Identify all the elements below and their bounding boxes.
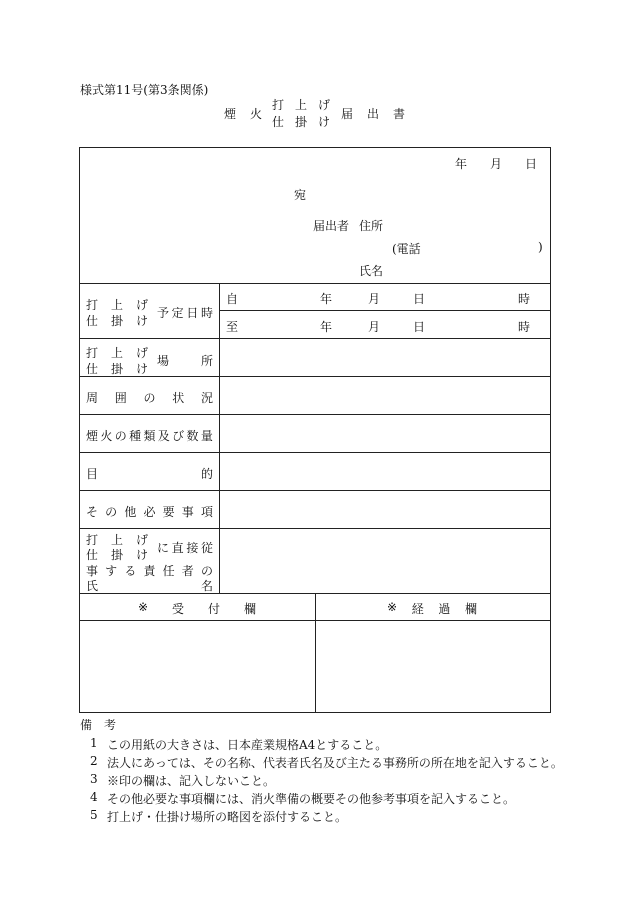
label-char: げ — [135, 346, 148, 360]
label-char: 掛 — [110, 548, 123, 562]
label-char: 及 — [157, 429, 170, 443]
month-label: 月 — [490, 157, 503, 171]
label-char: の — [200, 564, 213, 578]
header-char: 欄 — [243, 602, 256, 616]
label-char: の — [143, 391, 156, 405]
label-char: け — [135, 362, 148, 376]
label-char: け — [135, 314, 148, 328]
month-unit: 月 — [368, 320, 381, 334]
title-char: 火 — [249, 107, 262, 121]
hour-unit: 時 — [518, 320, 531, 334]
year-unit: 年 — [320, 292, 333, 306]
title-char: 仕 — [272, 115, 285, 129]
hour-unit: 時 — [518, 292, 531, 306]
label-char: 氏 — [86, 579, 99, 593]
label-char: け — [135, 548, 148, 562]
from-label: 自 — [226, 292, 239, 306]
title-char: 書 — [392, 107, 405, 121]
reception-field[interactable] — [80, 621, 314, 712]
note-text: この用紙の大きさは、日本産業規格A4とすること。 — [107, 738, 388, 752]
label-char: る — [124, 564, 137, 578]
title-char: 煙 — [224, 107, 237, 121]
label-char: 事 — [181, 505, 194, 519]
label-char: 的 — [200, 467, 213, 481]
row-divider — [79, 528, 551, 529]
to-label: 至 — [226, 320, 239, 334]
row-divider — [79, 452, 551, 453]
header-char: ※ — [138, 600, 149, 614]
day-unit: 日 — [413, 292, 426, 306]
label-char: 種 — [129, 429, 142, 443]
label-char: 煙 — [86, 429, 99, 443]
label-char: 名 — [200, 579, 213, 593]
label-char: 時 — [200, 306, 213, 320]
row-divider — [79, 414, 551, 415]
label-char: 事 — [86, 564, 99, 578]
progress-field[interactable] — [316, 621, 550, 712]
label-char: 火 — [100, 429, 113, 443]
day-unit: 日 — [413, 320, 426, 334]
column-divider — [219, 283, 220, 593]
address-label: 住所 — [359, 219, 384, 233]
label-char: 要 — [162, 505, 175, 519]
addressee-suffix: 宛 — [294, 188, 307, 202]
phone-close: ) — [538, 240, 543, 254]
label-char: 類 — [143, 429, 156, 443]
label-char: 目 — [86, 467, 99, 481]
applicant-label: 届出者 — [313, 219, 350, 233]
row-purpose-label — [86, 465, 213, 482]
label-char: 任 — [162, 564, 175, 578]
header-char: ※ — [387, 600, 398, 614]
year-unit: 年 — [320, 320, 333, 334]
label-char: げ — [135, 298, 148, 312]
form-label: 様式第11号(第3条関係) — [80, 83, 209, 97]
row-other-label — [86, 503, 213, 520]
label-char: 場 — [157, 354, 170, 368]
label-char: げ — [135, 533, 148, 547]
notes-heading — [80, 716, 116, 733]
heading-char: 考 — [103, 718, 116, 732]
label-char: 定 — [171, 306, 184, 320]
note-number: 5 — [90, 808, 98, 822]
label-char: 従 — [200, 541, 213, 555]
title-char: 掛 — [294, 115, 307, 129]
label-char: 打 — [86, 346, 99, 360]
label-char: 周 — [86, 391, 99, 405]
label-char: 項 — [200, 505, 213, 519]
label-char: 数 — [186, 429, 199, 443]
label-char: 仕 — [86, 314, 99, 328]
label-char: び — [172, 429, 185, 443]
label-char: 必 — [143, 505, 156, 519]
header-char: 付 — [207, 602, 220, 616]
note-text: 法人にあっては、その名称、代表者氏名及び主たる事務所の所在地を記入すること。 — [107, 756, 563, 770]
label-char: 況 — [200, 391, 213, 405]
year-label: 年 — [455, 157, 468, 171]
label-char: の — [105, 505, 118, 519]
row-fireworks-label — [86, 427, 213, 444]
progress-column-header — [387, 600, 477, 617]
label-char: 掛 — [110, 314, 123, 328]
name-label: 氏名 — [359, 264, 384, 278]
title-char: け — [317, 115, 330, 129]
label-char: そ — [86, 505, 99, 519]
title-char: 届 — [341, 107, 354, 121]
row-divider — [219, 310, 551, 311]
label-char: 仕 — [86, 362, 99, 376]
label-char: 上 — [110, 533, 123, 547]
label-char: 責 — [143, 564, 156, 578]
note-number: 3 — [90, 772, 98, 786]
note-number: 4 — [90, 790, 98, 804]
row-divider — [79, 283, 551, 284]
row-divider — [79, 338, 551, 339]
label-char: 他 — [124, 505, 137, 519]
label-char: 打 — [86, 298, 99, 312]
note-text: 打上げ・仕掛け場所の略図を添付すること。 — [107, 810, 348, 824]
label-char: 直 — [171, 541, 184, 555]
note-number: 1 — [90, 736, 98, 750]
label-char: 状 — [172, 391, 185, 405]
label-char: 日 — [186, 306, 199, 320]
label-char: す — [105, 564, 118, 578]
row-divider — [79, 490, 551, 491]
day-label: 日 — [525, 157, 538, 171]
reception-column-header — [138, 600, 256, 617]
phone-label: (電話 — [392, 242, 421, 256]
label-char: 打 — [86, 533, 99, 547]
label-char: 上 — [110, 346, 123, 360]
label-char: 掛 — [110, 362, 123, 376]
header-char: 受 — [172, 602, 185, 616]
label-char: 上 — [110, 298, 123, 312]
row-surroundings-label — [86, 389, 213, 406]
title-char: 上 — [294, 98, 307, 112]
label-char: 予 — [157, 306, 170, 320]
label-char: 接 — [186, 541, 199, 555]
note-text: ※印の欄は、記入しないこと。 — [107, 774, 276, 788]
row-divider — [79, 376, 551, 377]
header-char: 欄 — [464, 602, 477, 616]
label-char: 仕 — [86, 548, 99, 562]
label-char: の — [114, 429, 127, 443]
label-char: に — [157, 541, 170, 555]
label-char: 者 — [181, 564, 194, 578]
heading-char: 備 — [80, 718, 93, 732]
title-char: 打 — [272, 98, 285, 112]
month-unit: 月 — [368, 292, 381, 306]
label-char: 量 — [200, 429, 213, 443]
title-char: 出 — [366, 107, 379, 121]
note-text: その他必要な事項欄には、消火準備の概要その他参考事項を記入すること。 — [107, 792, 516, 806]
header-char: 経 — [411, 602, 424, 616]
label-char: 囲 — [114, 391, 127, 405]
header-char: 過 — [438, 602, 451, 616]
note-number: 2 — [90, 754, 98, 768]
title-char: げ — [317, 98, 330, 112]
label-char: 所 — [200, 354, 213, 368]
